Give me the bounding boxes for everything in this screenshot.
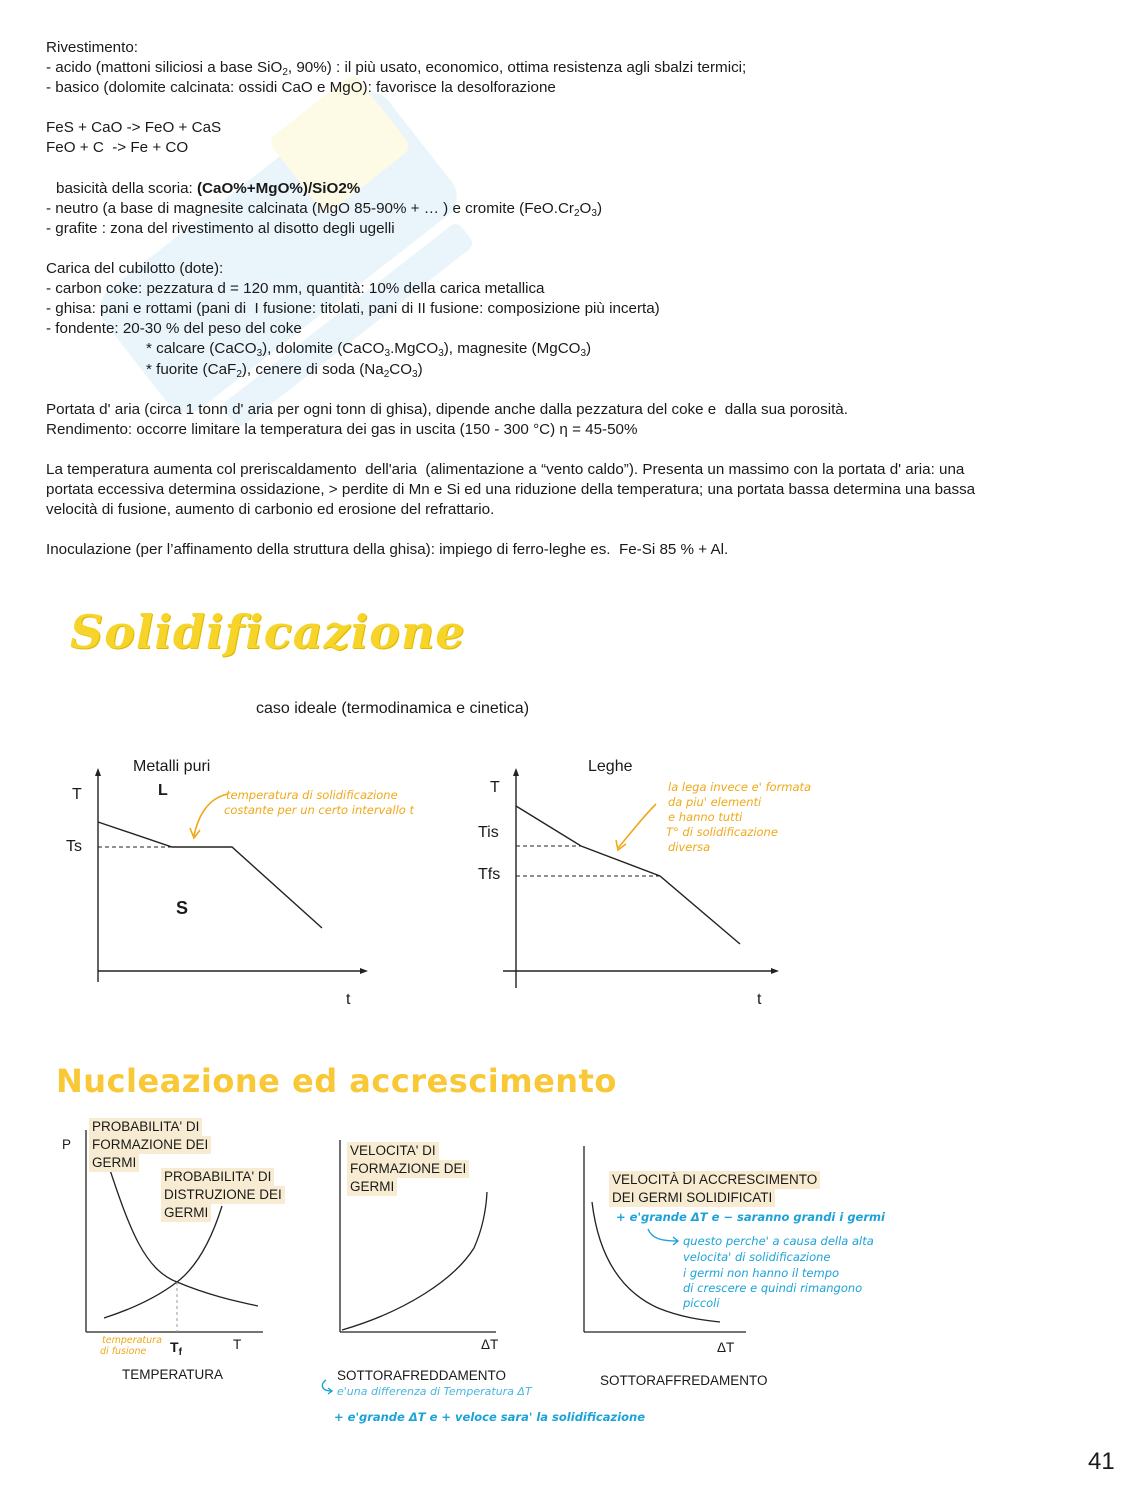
solidificazione-subtitle: caso ideale (termodinamica e cinetica) bbox=[256, 700, 530, 717]
inoculazione: Inoculazione (per l’affinamento della struttura della ghisa): impiego di ferro-leghe es. Fe-Si 85 % + Al. bbox=[46, 541, 729, 559]
document-body bbox=[46, 38, 1106, 560]
graph2-note-2: + e'grande ΔT e + veloce sara' la solidificazione bbox=[334, 1410, 646, 1424]
portata-aria: Portata d' aria (circa 1 tonn d' aria per ogni tonn di ghisa), dipende anche dalla pezzatura del coke e dalla sua porosità. bbox=[46, 400, 848, 418]
graph1-x-label: TEMPERATURA bbox=[122, 1367, 224, 1382]
growth-velocity-label: VELOCITÀ DI ACCRESCIMENTO DEI GERMI SOLIDIFICATI bbox=[609, 1171, 820, 1207]
note-arrow bbox=[194, 794, 228, 836]
fondente-fluorite: * fuorite (CaF$_2$), cenere di soda $(Na_2CO_3)$ bbox=[146, 360, 423, 380]
destruction-probability-label: PROBABILITA' DI DISTRUZIONE DEI GERMI bbox=[161, 1168, 285, 1222]
graph3-x-label: SOTTORAFFREDAMENTO bbox=[600, 1373, 768, 1388]
leghe-tis-label: Tis bbox=[478, 824, 499, 841]
metalli-note-line-1: temperatura di solidificazione bbox=[226, 788, 398, 802]
graph1-t-axis-label: T bbox=[233, 1337, 242, 1352]
leghe-note-line-3: e hanno tutti bbox=[668, 810, 743, 824]
graph3-note-line-1: questo perche' a causa della alta bbox=[683, 1234, 874, 1248]
leghe-x-label: t bbox=[757, 991, 762, 1008]
graph3-note-line-4: di crescere e quindi rimangono bbox=[683, 1281, 863, 1295]
equation-1: FeS + CaO -> FeO + CaS bbox=[46, 119, 222, 137]
graph3-note-arrow bbox=[644, 1226, 684, 1248]
graph1-note-tf-1: temperatura bbox=[102, 1335, 162, 1346]
x-axis-arrow bbox=[360, 968, 368, 974]
rivestimento-neutro: - neutro (a base di magnesite calcinata (MgO 85-90% + … ) e cromite $(FeO.Cr_2O_3)$ bbox=[46, 199, 602, 219]
leghe-tfs-label: Tfs bbox=[478, 866, 501, 883]
leghe-note-line-5: diversa bbox=[668, 840, 711, 854]
formation-velocity-curve bbox=[342, 1192, 487, 1330]
graph2-x-axis-label: ΔT bbox=[481, 1337, 499, 1352]
temperatura-line-1: La temperatura aumenta col preriscaldamento dell'aria (alimentazione a “vento caldo”). Presenta un massimo con la portata d' aria: una bbox=[46, 460, 965, 478]
graph3-note-line-3: i germi non hanno il tempo bbox=[683, 1266, 840, 1280]
graph3-note-main: + e'grande ΔT e − saranno grandi i germi bbox=[616, 1210, 885, 1224]
leghe-note-line-1: la lega invece e' formata bbox=[668, 780, 812, 794]
graph2-x-label: SOTTORAFREDDAMENTO bbox=[337, 1368, 507, 1383]
temperatura-line-2: portata eccessiva determina ossidazione, > perdite di Mn e Si ed una riduzione della temperatura; una portata bassa determina una bassa bbox=[46, 481, 976, 499]
leghe-y-label: T bbox=[490, 779, 500, 796]
cooling-curve bbox=[98, 822, 322, 928]
graph1-note-tf-2: di fusione bbox=[100, 1346, 147, 1357]
carica-carbon: - carbon coke: pezzatura d = 120 mm, quantità: 10% della carica metallica bbox=[46, 280, 545, 298]
graph3-x-axis-label: ΔT bbox=[717, 1340, 735, 1355]
leghe-note-line-2: da piu' elementi bbox=[668, 795, 762, 809]
formation-probability-label: PROBABILITA' DI FORMAZIONE DEI GERMI bbox=[89, 1118, 211, 1172]
metalli-ts-label: Ts bbox=[66, 838, 82, 855]
metalli-liquid-label: L bbox=[158, 782, 168, 799]
y-axis-arrow bbox=[95, 768, 101, 776]
nucleazione-title: Nucleazione ed accrescimento bbox=[56, 1062, 617, 1100]
equation-2: FeO + C -> Fe + CO bbox=[46, 139, 189, 157]
solidificazione-title: Solidificazione bbox=[70, 605, 466, 659]
graph2-note-1: e'una differenza di Temperatura ΔT bbox=[337, 1385, 532, 1398]
rivestimento-basico: - basico (dolomite calcinata: ossidi CaO e MgO): favorisce la desolforazione bbox=[46, 79, 556, 97]
rendimento: Rendimento: occorre limitare la temperatura dei gas in uscita (150 - 300 °C) η = 45-50% bbox=[46, 420, 638, 438]
note-arrow bbox=[618, 804, 656, 848]
fondente-calcare: * calcare (CaCO$_3$), dolomite (CaCO$_3$.MgCO$_3$), magnesite (MgCO$_3$) bbox=[146, 340, 592, 360]
basicita-line: basicità della scoria: (CaO%+MgO%)/SiO2% bbox=[56, 179, 361, 197]
rivestimento-grafite: - grafite : zona del rivestimento al disotto degli ugelli bbox=[46, 219, 395, 237]
metalli-x-label: t bbox=[346, 991, 351, 1008]
y-axis-arrow bbox=[513, 768, 519, 776]
metalli-puri-title: Metalli puri bbox=[133, 758, 211, 775]
graph3-note-line-5: piccoli bbox=[683, 1296, 720, 1310]
page-number: 41 bbox=[1088, 1448, 1115, 1475]
rivestimento-acido: - acido (mattoni siliciosi a base SiO$_2$, 90%) : il più usato, economico, ottima resistenza agli sbalzi termici; bbox=[46, 59, 747, 79]
graph3-note-line-2: velocita' di solidificazione bbox=[683, 1250, 831, 1264]
leghe-note-line-4: T° di solidificazione bbox=[666, 825, 778, 839]
carica-fondente: - fondente: 20-30 % del peso del coke bbox=[46, 320, 302, 338]
metalli-y-label: T bbox=[72, 786, 82, 803]
metalli-note-line-2: costante per un certo intervallo t bbox=[224, 803, 414, 817]
rivestimento-heading: Rivestimento: bbox=[46, 39, 139, 56]
temperatura-line-3: velocità di fusione, aumento di carbonio ed erosione del refrattario. bbox=[46, 501, 495, 519]
metalli-solid-label: S bbox=[176, 898, 189, 918]
leghe-title: Leghe bbox=[588, 758, 633, 775]
carica-ghisa: - ghisa: pani e rottami (pani di I fusione: titolati, pani di II fusione: composizione più incerta) bbox=[46, 300, 660, 318]
x-axis-arrow bbox=[771, 968, 779, 974]
destruction-probability-curve bbox=[104, 1206, 222, 1318]
carica-heading: Carica del cubilotto (dote): bbox=[46, 260, 224, 278]
graph1-y-label: P bbox=[62, 1137, 72, 1152]
graph1-tf-label: $T_f$ bbox=[170, 1339, 182, 1358]
formation-velocity-label: VELOCITA' DI FORMAZIONE DEI GERMI bbox=[347, 1142, 469, 1196]
